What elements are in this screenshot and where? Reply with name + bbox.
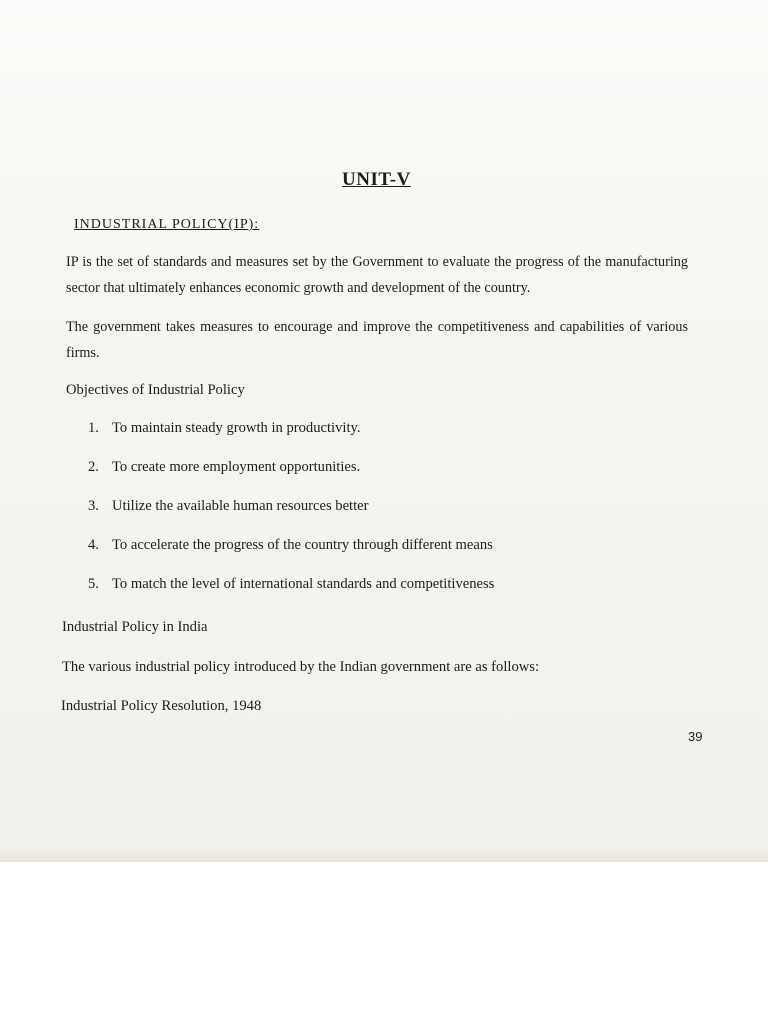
resolution-heading: Industrial Policy Resolution, 1948 (61, 698, 262, 714)
list-item (88, 459, 360, 476)
objectives-heading: Objectives of Industrial Policy (66, 382, 245, 398)
list-item-number: 5. (88, 576, 99, 592)
list-item-number: 1. (88, 420, 99, 436)
unit-title: UNIT-V (342, 169, 411, 190)
list-item-number: 2. (88, 459, 99, 475)
definition-paragraph: IP is the set of standards and measures set by the Government to evaluate the progress of the manufacturing sector that ultimately enhances economic growth and development of the country. (66, 254, 688, 296)
list-item (88, 420, 361, 437)
list-item-text: To create more employment opportunities. (112, 459, 361, 475)
india-intro: The various industrial policy introduced by the Indian government are as follows: (62, 659, 540, 675)
list-item-number: 4. (88, 537, 99, 553)
list-item-text: To maintain steady growth in productivity. (112, 420, 361, 436)
list-item-text: Utilize the available human resources better (112, 498, 369, 514)
list-item (88, 576, 494, 593)
measures-paragraph: The government takes measures to encourage and improve the competitiveness and capabilities of various firms. (66, 319, 688, 361)
section-heading: INDUSTRIAL POLICY(IP): (74, 217, 260, 232)
list-item-number: 3. (88, 498, 99, 514)
list-item-text: To accelerate the progress of the country through different means (112, 537, 493, 553)
list-item-text: To match the level of international standards and competitiveness (112, 576, 495, 592)
page-bottom-edge (0, 845, 768, 862)
list-item (88, 498, 369, 515)
list-item (88, 537, 493, 554)
india-heading: Industrial Policy in India (62, 619, 208, 635)
page-number: 39 (688, 729, 703, 744)
